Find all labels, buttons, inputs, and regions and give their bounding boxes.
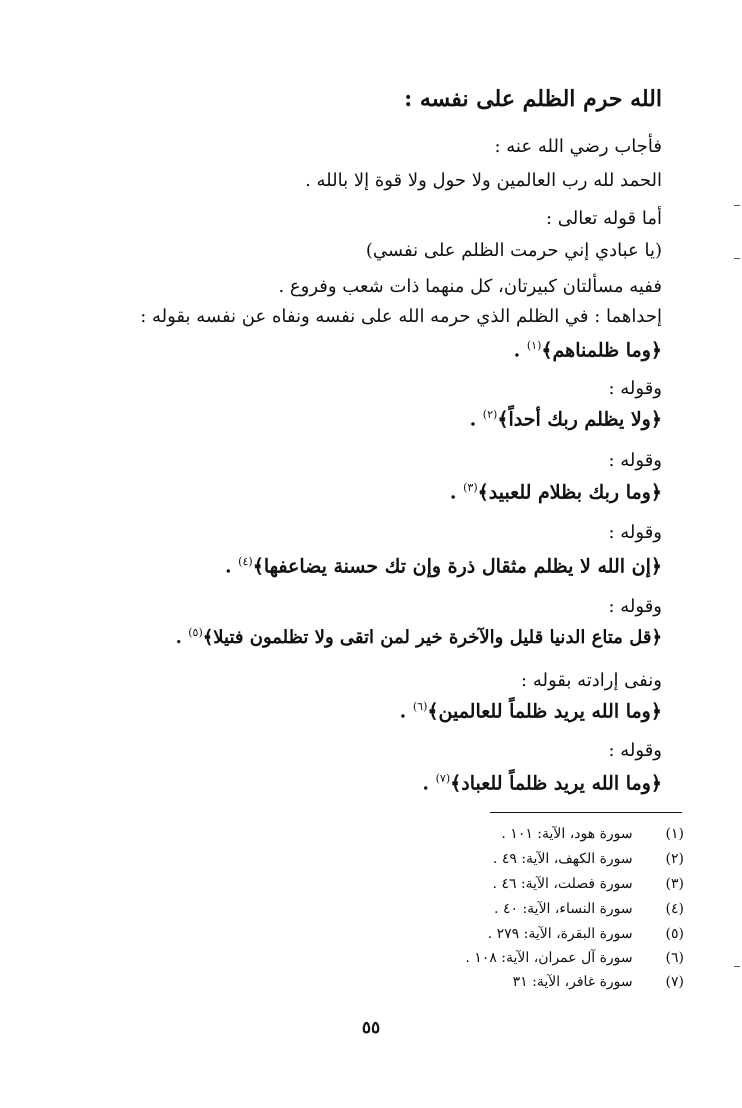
footnote <box>404 851 684 867</box>
footnote-ref: (٤) <box>238 555 253 568</box>
footnote-text: سورة آل عمران، الآية: ١٠٨ . <box>465 950 633 966</box>
text-line: إحداهما : في الظلم الذي حرمه الله على نفسه ونفاه عن نفسه بقوله : <box>140 306 662 327</box>
verse-text: ﴿وما الله يريد ظلماً للعالمين﴾ <box>427 700 662 723</box>
footnote-number: (٦) <box>665 950 684 966</box>
verse-end: . <box>399 700 413 723</box>
verse-end: . <box>513 339 527 362</box>
footnote-ref: (٥) <box>188 626 203 639</box>
text-line: أما قوله تعالى : <box>545 208 662 229</box>
verse-text: ﴿ولا يظلم ربك أحداً﴾ <box>497 408 662 431</box>
footnote <box>404 926 684 942</box>
footnote-text: سورة البقرة، الآية: ٢٧٩ . <box>487 926 633 942</box>
text-line: وقوله : <box>608 522 662 543</box>
quran-verse <box>422 772 662 794</box>
footnote-ref: (٣) <box>463 481 478 494</box>
text-line: وقوله : <box>608 596 662 617</box>
footnote <box>404 901 684 917</box>
quran-verse <box>176 626 662 648</box>
footnote-separator <box>490 812 682 813</box>
footnote <box>404 974 684 990</box>
footnote-number: (٥) <box>665 926 684 942</box>
verse-text: ﴿إن الله لا يظلم مثقال ذرة وإن تك حسنة يضاعفها﴾ <box>252 555 662 578</box>
text-line: فأجاب رضي الله عنه : <box>494 136 662 157</box>
footnote-ref: (٦) <box>412 700 428 713</box>
margin-mark <box>734 966 740 967</box>
text-line: الحمد لله رب العالمين ولا حول ولا قوة إلا بالله . <box>305 170 662 191</box>
footnote-ref: (١) <box>526 339 542 352</box>
footnote-number: (٧) <box>665 974 684 990</box>
verse-end: . <box>469 408 483 431</box>
footnote-text: سورة النساء، الآية: ٤٠ . <box>494 901 633 917</box>
footnote-text: سورة هود، الآية: ١٠١ . <box>501 826 633 842</box>
quran-verse <box>225 555 662 577</box>
footnote-text: سورة الكهف، الآية: ٤٩ . <box>492 851 633 867</box>
quran-verse <box>470 408 662 430</box>
quran-verse <box>400 700 662 722</box>
verse-text: ﴿وما ظلمناهم﴾ <box>541 339 662 362</box>
text-line: وقوله : <box>608 378 662 399</box>
verse-text: ﴿وما الله يريد ظلماً للعباد﴾ <box>450 772 662 795</box>
section-heading: الله حرم الظلم على نفسه : <box>404 86 662 112</box>
quran-verse <box>450 481 662 503</box>
verse-end: . <box>422 772 436 795</box>
footnote-number: (٢) <box>665 851 684 867</box>
verse-end: . <box>175 627 189 648</box>
footnote-number: (٣) <box>665 876 684 892</box>
footnote-text: سورة فصلت، الآية: ٤٦ . <box>492 876 633 892</box>
footnote <box>404 876 684 892</box>
margin-mark <box>734 205 740 206</box>
footnote <box>404 950 684 966</box>
footnote-number: (٤) <box>665 901 684 917</box>
verse-text: ﴿قل متاع الدنيا قليل والآخرة خير لمن اتقى ولا تظلمون فتيلا﴾ <box>202 627 662 648</box>
verse-end: . <box>224 555 239 578</box>
footnote-text: سورة غافر، الآية: ٣١ <box>512 974 633 990</box>
text-line: وقوله : <box>608 450 662 471</box>
text-line: ونفى إرادته بقوله : <box>521 670 662 691</box>
verse-text: ﴿وما ربك بظلام للعبيد﴾ <box>477 481 662 504</box>
footnote-number: (١) <box>665 826 684 842</box>
text-line: (يا عبادي إني حرمت الظلم على نفسي) <box>365 240 662 261</box>
verse-end: . <box>449 481 464 504</box>
page-number: ٥٥ <box>361 1018 381 1038</box>
text-line: ففيه مسألتان كبيرتان، كل منهما ذات شعب وفروع . <box>278 276 662 297</box>
footnote-ref: (٧) <box>435 772 451 785</box>
text-line: وقوله : <box>608 740 662 761</box>
footnote <box>404 826 684 842</box>
footnote-ref: (٢) <box>482 408 498 421</box>
quran-verse <box>514 339 662 361</box>
margin-mark <box>734 258 740 259</box>
